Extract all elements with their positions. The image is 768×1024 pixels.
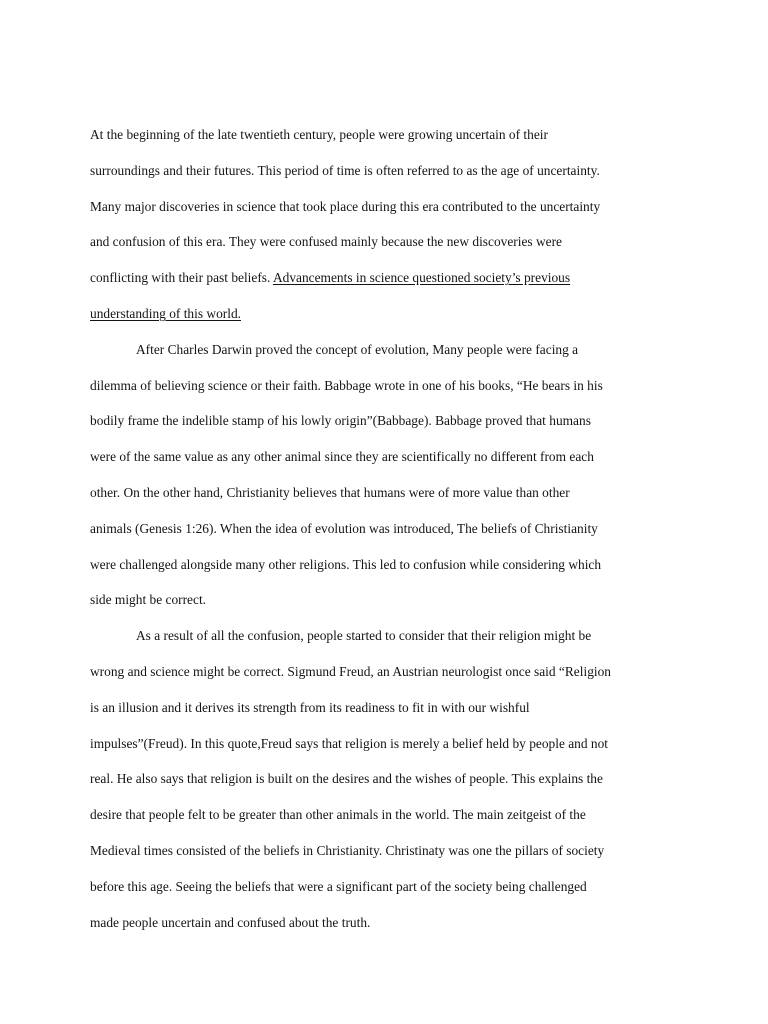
underlined-text: understanding of this world. bbox=[90, 305, 241, 321]
text-line bbox=[90, 909, 680, 945]
essay-body bbox=[90, 121, 680, 944]
text-segment: dilemma of believing science or their faith. Babbage wrote in one of his books, “He bears in his bbox=[90, 377, 603, 393]
text-line bbox=[90, 407, 680, 443]
paragraph bbox=[90, 622, 680, 944]
text-segment: surroundings and their futures. This period of time is often referred to as the age of uncertainty. bbox=[90, 162, 600, 178]
text-line bbox=[90, 157, 680, 193]
text-line bbox=[90, 658, 680, 694]
text-line bbox=[90, 300, 680, 336]
text-segment: were challenged alongside many other religions. This led to confusion while considering which bbox=[90, 556, 602, 572]
text-line bbox=[90, 264, 680, 300]
text-segment: were of the same value as any other animal since they are scientifically no different from each bbox=[90, 449, 594, 465]
text-segment: before this age. Seeing the beliefs that were a significant part of the society being challenged bbox=[90, 878, 587, 894]
text-line bbox=[90, 801, 680, 837]
text-segment: and confusion of this era. They were confused mainly because the new discoveries were bbox=[90, 234, 562, 250]
text-line bbox=[90, 694, 680, 730]
text-segment: Medieval times consisted of the beliefs in Christianity. Christinaty was one the pillars of society bbox=[90, 842, 605, 858]
text-line bbox=[90, 873, 680, 909]
paragraph bbox=[90, 121, 680, 336]
text-segment: animals (Genesis 1:26). When the idea of evolution was introduced, The beliefs of Christianity bbox=[90, 520, 598, 536]
text-line bbox=[90, 193, 680, 229]
text-line bbox=[90, 479, 680, 515]
text-line bbox=[90, 586, 680, 622]
text-segment: At the beginning of the late twentieth century, people were growing uncertain of their bbox=[90, 127, 548, 142]
text-segment: desire that people felt to be greater than other animals in the world. The main zeitgeist of the bbox=[90, 807, 586, 823]
text-segment: After Charles Darwin proved the concept of evolution, Many people were facing a bbox=[136, 341, 579, 357]
text-line bbox=[90, 765, 680, 801]
underlined-text: Advancements in science questioned society’s previous bbox=[272, 270, 571, 286]
text-segment: is an illusion and it derives its strength from its readiness to fit in with our wishful bbox=[90, 699, 530, 715]
text-segment: bodily frame the indelible stamp of his lowly origin”(Babbage). Babbage proved that humans bbox=[90, 413, 591, 429]
text-line bbox=[90, 336, 680, 372]
text-line bbox=[90, 730, 680, 766]
text-segment: impulses”(Freud). In this quote,Freud says that religion is merely a belief held by people and not bbox=[90, 735, 609, 751]
text-segment: wrong and science might be correct. Sigmund Freud, an Austrian neurologist once said “Religion bbox=[90, 663, 611, 679]
text-segment: conflicting with their past beliefs. bbox=[90, 270, 273, 286]
text-segment: side might be correct. bbox=[90, 592, 207, 608]
text-line bbox=[90, 622, 680, 658]
text-line bbox=[90, 515, 680, 551]
paragraph bbox=[90, 336, 680, 622]
text-line bbox=[90, 551, 680, 587]
text-segment: other. On the other hand, Christianity believes that humans were of more value than other bbox=[90, 484, 570, 500]
text-segment: made people uncertain and confused about the truth. bbox=[90, 914, 371, 930]
text-line bbox=[90, 228, 680, 264]
text-segment: Many major discoveries in science that took place during this era contributed to the uncertainty bbox=[90, 198, 601, 214]
text-line bbox=[90, 372, 680, 408]
text-segment: As a result of all the confusion, people started to consider that their religion might be bbox=[136, 628, 592, 644]
text-line bbox=[90, 837, 680, 873]
text-line bbox=[90, 121, 680, 157]
text-line bbox=[90, 443, 680, 479]
text-segment: real. He also says that religion is built on the desires and the wishes of people. This explains the bbox=[90, 771, 603, 787]
